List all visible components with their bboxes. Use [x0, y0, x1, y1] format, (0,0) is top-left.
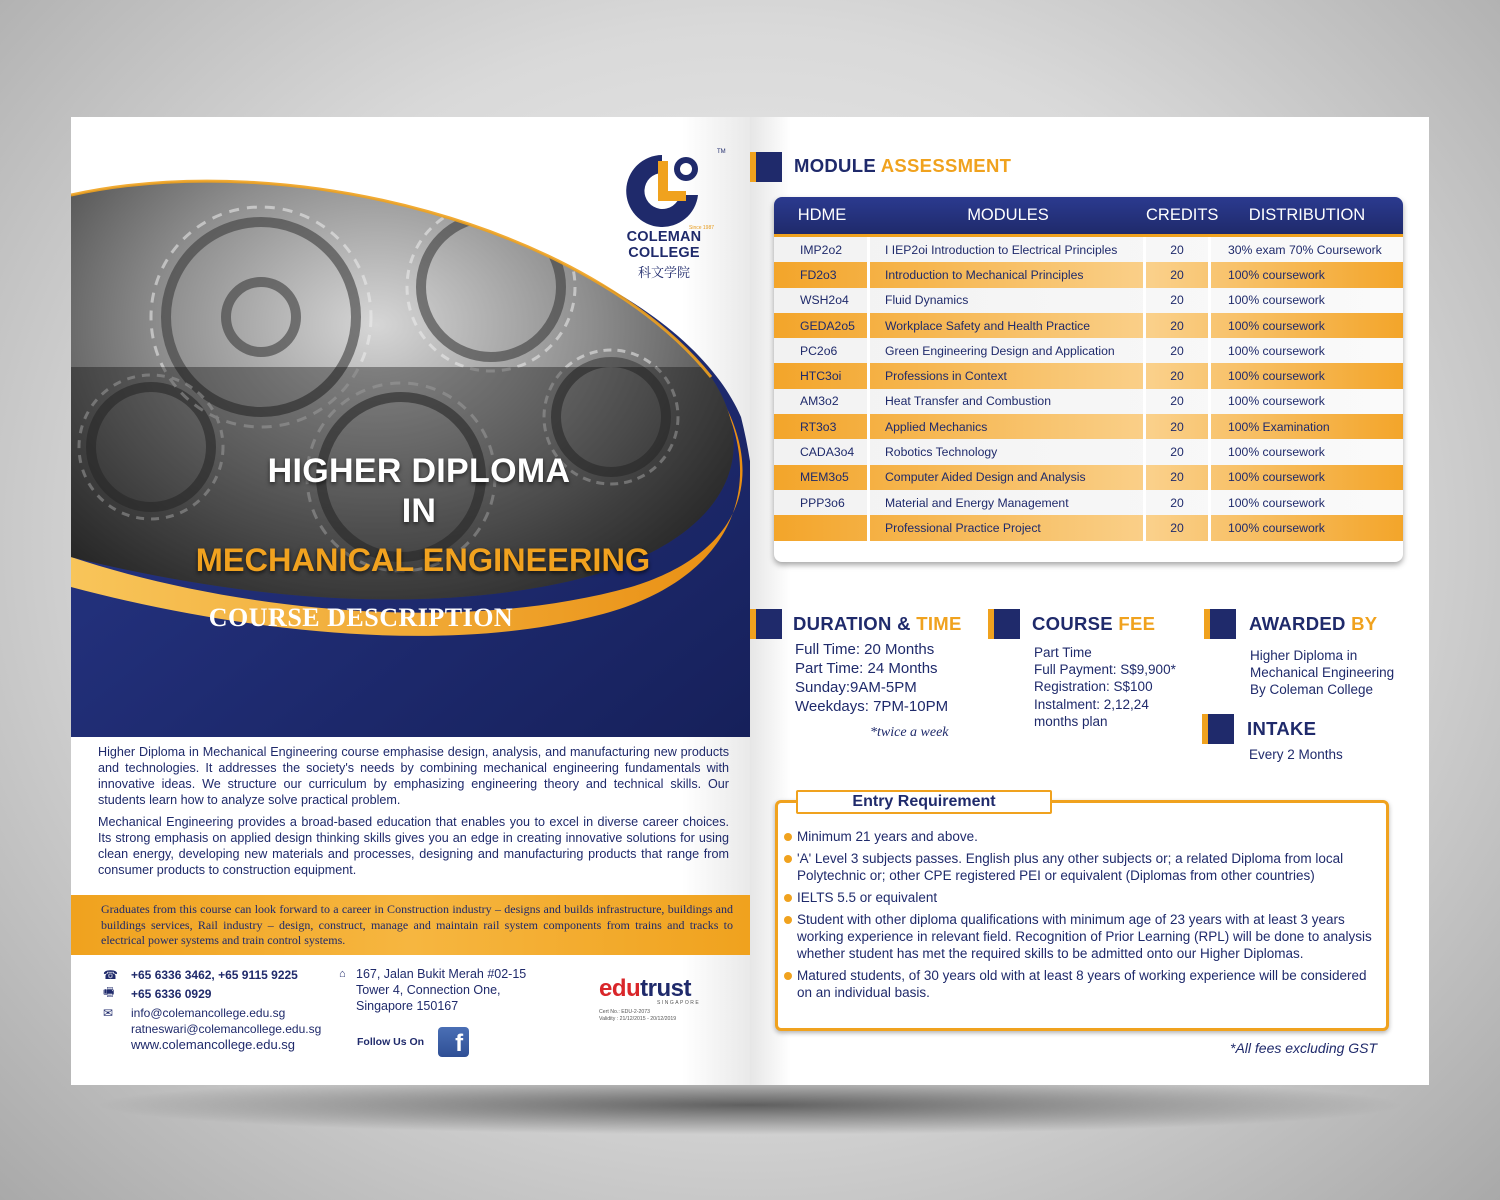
module-credits: 20	[1146, 465, 1211, 490]
table-row	[774, 338, 1403, 363]
module-distribution: 100% coursework	[1228, 495, 1325, 510]
module-credits: 20	[1146, 389, 1211, 414]
awarded-by-title	[1249, 613, 1377, 635]
module-distribution: 100% coursework	[1228, 293, 1325, 308]
awarded-line: By Coleman College	[1250, 682, 1374, 698]
module-code: AM3o2	[774, 389, 870, 414]
module-credits: 20	[1146, 490, 1211, 515]
fee-title-accent: FEE	[1118, 613, 1156, 634]
hero-title-line-3: MECHANICAL ENGINEERING	[195, 542, 651, 578]
module-table-header	[774, 197, 1403, 237]
entry-requirement-list	[784, 828, 1384, 1006]
facebook-icon[interactable]: f	[438, 1027, 469, 1057]
module-code: RT3o3	[774, 414, 870, 439]
edutrust-cert-no: Cert No.: EDU-2-2073	[599, 1009, 651, 1015]
module-code: IMP2o2	[774, 237, 870, 262]
duration-line: Part Time: 24 Months	[795, 660, 938, 677]
follow-us	[357, 1027, 469, 1057]
module-credits: 20	[1146, 237, 1211, 262]
logo-trademark: TM	[717, 149, 726, 155]
module-name: Computer Aided Design and Analysis	[870, 465, 1146, 490]
fee-line: Instalment: 2,12,24	[1034, 696, 1149, 712]
address-line-3: Singapore 150167	[356, 999, 459, 1013]
intake-title: INTAKE	[1247, 718, 1317, 739]
email-row[interactable]	[103, 1003, 321, 1022]
fee-line: Full Payment: S$9,900*	[1034, 662, 1176, 678]
course-fee-title	[1032, 613, 1155, 635]
module-name: Heat Transfer and Combustion	[870, 389, 1146, 414]
edutrust-cert	[599, 1009, 709, 1022]
fax-row[interactable]	[103, 984, 321, 1003]
module-code: PC2o6	[774, 338, 870, 363]
module-name: Workplace Safety and Health Practice	[870, 313, 1146, 338]
module-credits: 20	[1146, 439, 1211, 464]
logo-name: COLEMAN COLLEGE	[626, 229, 702, 261]
follow-label: Follow Us On	[357, 1036, 425, 1048]
graduates-band	[71, 895, 750, 955]
module-table	[774, 197, 1403, 562]
logo-since: Since 1987	[689, 225, 715, 231]
module-distribution: 100% coursework	[1228, 470, 1325, 485]
module-name: Robotics Technology	[870, 439, 1146, 464]
entry-item: Student with other diploma qualifications with minimum age of 23 years with at least 3 years working experience in relevant field. Recognition of Prior Learning (RPL) will be done to analysis whether student has met the required skills to be admitted onto our Higher Diplomas.	[784, 911, 1384, 962]
module-credits: 20	[1146, 288, 1211, 313]
module-distribution: 30% exam 70% Coursework	[1228, 242, 1382, 257]
table-row	[774, 262, 1403, 287]
course-description	[98, 744, 729, 884]
module-code: GEDA2o5	[774, 313, 870, 338]
module-name: Professions in Context	[870, 363, 1146, 388]
duration-title-accent: TIME	[916, 613, 962, 634]
brochure-left-page	[71, 117, 750, 1085]
hero-subtitle: COURSE DESCRIPTION	[208, 603, 514, 632]
header-modules: MODULES	[967, 206, 1049, 224]
duration-section-marker	[750, 609, 782, 639]
module-section-marker	[750, 152, 782, 182]
fee-line: Part Time	[1034, 645, 1092, 660]
duration-title	[793, 613, 962, 635]
address-line-1: 167, Jalan Bukit Merah #02-15	[356, 967, 527, 981]
address-block	[339, 966, 526, 1014]
module-title-accent: ASSESSMENT	[880, 155, 1012, 176]
module-distribution: 100% coursework	[1228, 267, 1325, 282]
module-name: Applied Mechanics	[870, 414, 1146, 439]
module-distribution: 100% coursework	[1228, 318, 1325, 333]
awarded-title-main: AWARDED	[1249, 613, 1346, 634]
module-distribution: 100% coursework	[1228, 369, 1325, 384]
awarded-details	[1250, 647, 1394, 699]
description-paragraph-1: Higher Diploma in Mechanical Engineering course emphasise design, analysis, and manufacturing new products and technologies. It addresses the society's needs by combining mechanical engineering fundamentals with innovative ideas. We structure our curriculum by emphasizing engineering theory and technical skills. Our students learn how to analyze solve practical problem.	[98, 745, 729, 807]
awarded-title-accent: BY	[1351, 613, 1378, 634]
edutrust-trust: trust	[640, 975, 692, 1002]
module-assessment-title	[794, 155, 1011, 177]
website-link[interactable]: www.colemancollege.edu.sg	[131, 1037, 296, 1052]
module-code: PPP3o6	[774, 490, 870, 515]
duration-line: Weekdays: 7PM-10PM	[795, 698, 949, 715]
edutrust-validity: Validity : 21/12/2015 - 20/12/2019	[599, 1015, 677, 1022]
fee-line: Registration: S$100	[1034, 679, 1153, 695]
fee-title-main: COURSE	[1032, 613, 1113, 634]
module-table-body	[774, 237, 1403, 541]
contact-block	[103, 965, 321, 1038]
module-name: I IEP2oi Introduction to Electrical Principles	[870, 237, 1146, 262]
module-code: CADA3o4	[774, 439, 870, 464]
module-code: HTC3oi	[774, 363, 870, 388]
coleman-college-logo[interactable]	[589, 147, 739, 281]
email-info: info@colemancollege.edu.sg	[131, 1005, 286, 1020]
table-row	[774, 515, 1403, 540]
graduates-text: Graduates from this course can look forward to a career in Construction industry – designs and builds infrastructure, buildings and buildings services, Rail industry – design, construct, manage and maintain rail system components from trains and tracks to electrical power systems and train control systems.	[101, 902, 733, 947]
module-title-main: MODULE	[794, 155, 876, 176]
course-fee-details	[1034, 644, 1176, 730]
table-row	[774, 490, 1403, 515]
awarded-line: Mechanical Engineering	[1250, 665, 1395, 681]
duration-details	[795, 640, 948, 716]
table-row	[774, 237, 1403, 262]
module-credits: 20	[1146, 338, 1211, 363]
hero-title-line-1: HIGHER DIPLOMA	[267, 452, 571, 490]
module-credits: 20	[1146, 363, 1211, 388]
intake-section-marker	[1202, 714, 1234, 744]
entry-item: Matured students, of 30 years old with at least 8 years of working experience will be considered on an individual basis.	[784, 967, 1384, 1001]
brochure-right-page	[750, 117, 1429, 1085]
module-code: FD2o3	[774, 262, 870, 287]
phone-row[interactable]	[103, 965, 321, 984]
entry-item: Minimum 21 years and above.	[784, 828, 1384, 845]
module-name: Professional Practice Project	[870, 515, 1146, 540]
email-secondary[interactable]: ratneswari@colemancollege.edu.sg	[131, 1022, 322, 1036]
module-distribution: 100% coursework	[1228, 445, 1325, 460]
module-distribution: 100% Examination	[1228, 419, 1330, 434]
table-row	[774, 363, 1403, 388]
hero-title-line-2: IN	[401, 492, 437, 530]
phone-numbers: +65 6336 3462, +65 9115 9225	[131, 967, 298, 982]
module-name: Fluid Dynamics	[870, 288, 1146, 313]
module-name: Green Engineering Design and Application	[870, 338, 1146, 363]
entry-item: IELTS 5.5 or equivalent	[784, 889, 1384, 906]
edutrust-country: SINGAPORE	[657, 1000, 701, 1006]
module-credits: 20	[1146, 515, 1211, 540]
edutrust-badge	[599, 975, 709, 1022]
fee-section-marker	[988, 609, 1020, 639]
module-code: WSH2o4	[774, 288, 870, 313]
home-icon: ⌂	[339, 968, 346, 980]
logo-chinese-name: 科文学院	[637, 266, 690, 281]
duration-note: *twice a week	[870, 725, 949, 740]
edutrust-edu: edu	[599, 975, 641, 1002]
email-icon: ✉	[103, 1005, 114, 1020]
table-row	[774, 288, 1403, 313]
fax-icon: 🖷	[103, 985, 115, 999]
module-credits: 20	[1146, 313, 1211, 338]
fees-footnote: *All fees excluding GST	[1230, 1040, 1378, 1056]
awarded-line: Higher Diploma in	[1250, 648, 1358, 663]
table-row	[774, 389, 1403, 414]
module-code: MEM3o5	[774, 465, 870, 490]
table-row	[774, 465, 1403, 490]
address-line-2: Tower 4, Connection One,	[356, 983, 501, 997]
module-credits: 20	[1146, 262, 1211, 287]
phone-icon: ☎	[103, 967, 118, 982]
duration-title-main: DURATION &	[793, 613, 911, 634]
header-hdme: HDME	[797, 206, 847, 224]
table-row	[774, 414, 1403, 439]
table-row	[774, 439, 1403, 464]
coleman-logo-mark-icon	[618, 147, 710, 227]
module-distribution: 100% coursework	[1228, 343, 1325, 358]
awarded-section-marker	[1204, 609, 1236, 639]
module-distribution: 100% coursework	[1228, 520, 1325, 535]
module-distribution: 100% coursework	[1228, 394, 1325, 409]
module-name: Introduction to Mechanical Principles	[870, 262, 1146, 287]
module-code	[774, 515, 870, 540]
module-credits: 20	[1146, 414, 1211, 439]
module-name: Material and Energy Management	[870, 490, 1146, 515]
description-paragraph-2: Mechanical Engineering provides a broad-based education that enables you to excel in diverse career choices. Its strong emphasis on applied design thinking skills gives you an edge in creating innovative solutions for using clean energy, developing new materials and processes, designing and manufacturing products that range from consumer products to construction equipment.	[98, 815, 729, 877]
entry-requirement-title: Entry Requirement	[796, 790, 1052, 814]
entry-item: 'A' Level 3 subjects passes. English plus any other subjects or; a related Diploma from local Polytechnic or; other CPE registered PEI or equivalent (Diplomas from other countries)	[784, 850, 1384, 884]
edutrust-logo	[599, 975, 709, 1003]
fax-number: +65 6336 0929	[131, 986, 212, 1001]
duration-line: Full Time: 20 Months	[795, 641, 935, 658]
duration-line: Sunday:9AM-5PM	[795, 679, 917, 696]
intake-value: Every 2 Months	[1249, 747, 1343, 762]
header-credits: CREDITS	[1146, 206, 1219, 224]
header-distribution: DISTRIBUTION	[1248, 206, 1366, 224]
table-row	[774, 313, 1403, 338]
fee-line: months plan	[1034, 713, 1108, 729]
